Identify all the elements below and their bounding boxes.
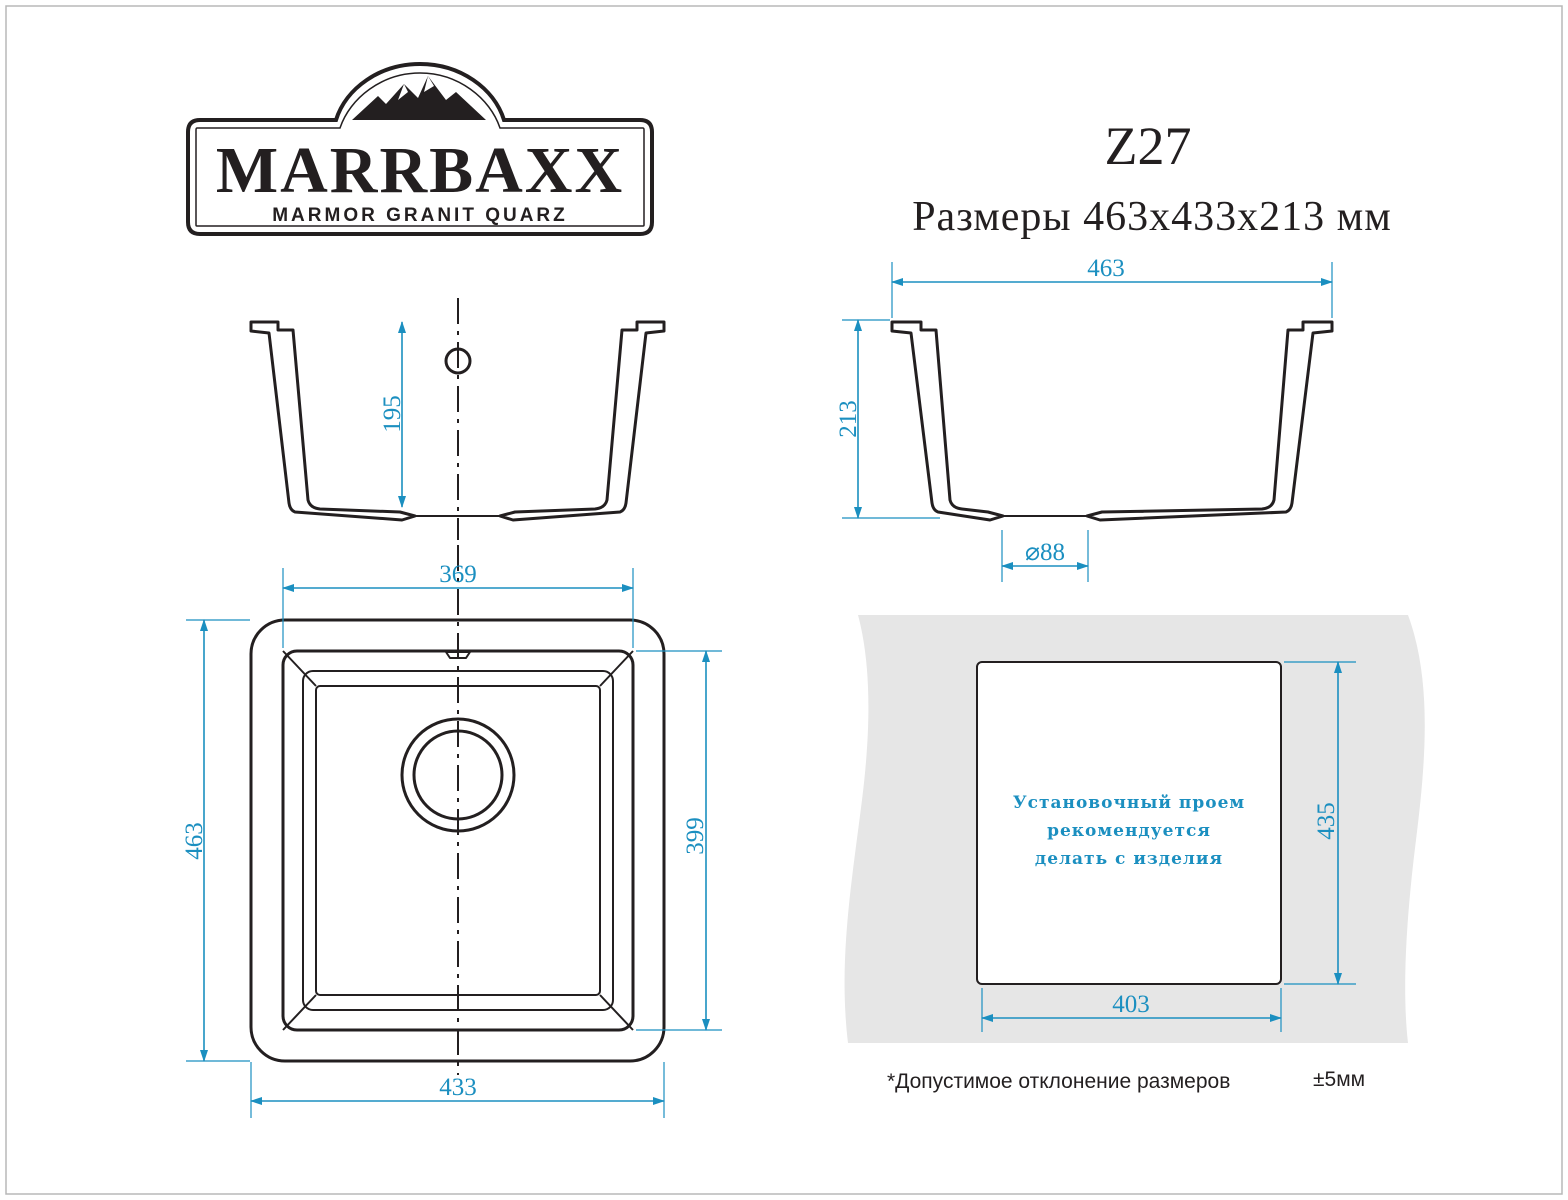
dim-side-height: 213 — [835, 400, 862, 438]
cutout-note-line1: Установочный проем — [1012, 793, 1246, 813]
dim-cutout-height: 435 — [1313, 802, 1340, 840]
mountains-icon — [352, 76, 486, 120]
size-subtitle: Размеры 463x433x213 мм — [912, 194, 1392, 240]
model-title: Z27 — [1104, 116, 1192, 176]
dim-top-length: 463 — [181, 822, 208, 860]
top-view — [251, 545, 664, 1075]
brand-name: MARRBAXX — [215, 134, 625, 207]
tolerance-value: ±5мм — [1313, 1068, 1366, 1091]
dim-top-inner-length: 399 — [682, 817, 709, 855]
side-section-view — [892, 322, 1332, 520]
dim-cutout-width: 403 — [1112, 991, 1150, 1018]
bowl-rim — [283, 651, 633, 1030]
brand-logo — [188, 64, 652, 234]
dim-side-width: 463 — [1087, 255, 1125, 282]
cutout-note-line3: делать с изделия — [1034, 849, 1224, 869]
front-section-view — [251, 298, 664, 540]
cutout-note-line2: рекомендуется — [1047, 821, 1211, 841]
tolerance-note: *Допустимое отклонение размеров — [887, 1070, 1231, 1093]
brand-tagline: MARMOR GRANIT QUARZ — [272, 205, 568, 226]
dim-front-width: 369 — [439, 561, 477, 588]
dim-drain-diameter: ⌀88 — [1024, 539, 1066, 566]
dim-top-width: 433 — [439, 1074, 477, 1101]
dim-front-depth: 195 — [379, 395, 406, 433]
